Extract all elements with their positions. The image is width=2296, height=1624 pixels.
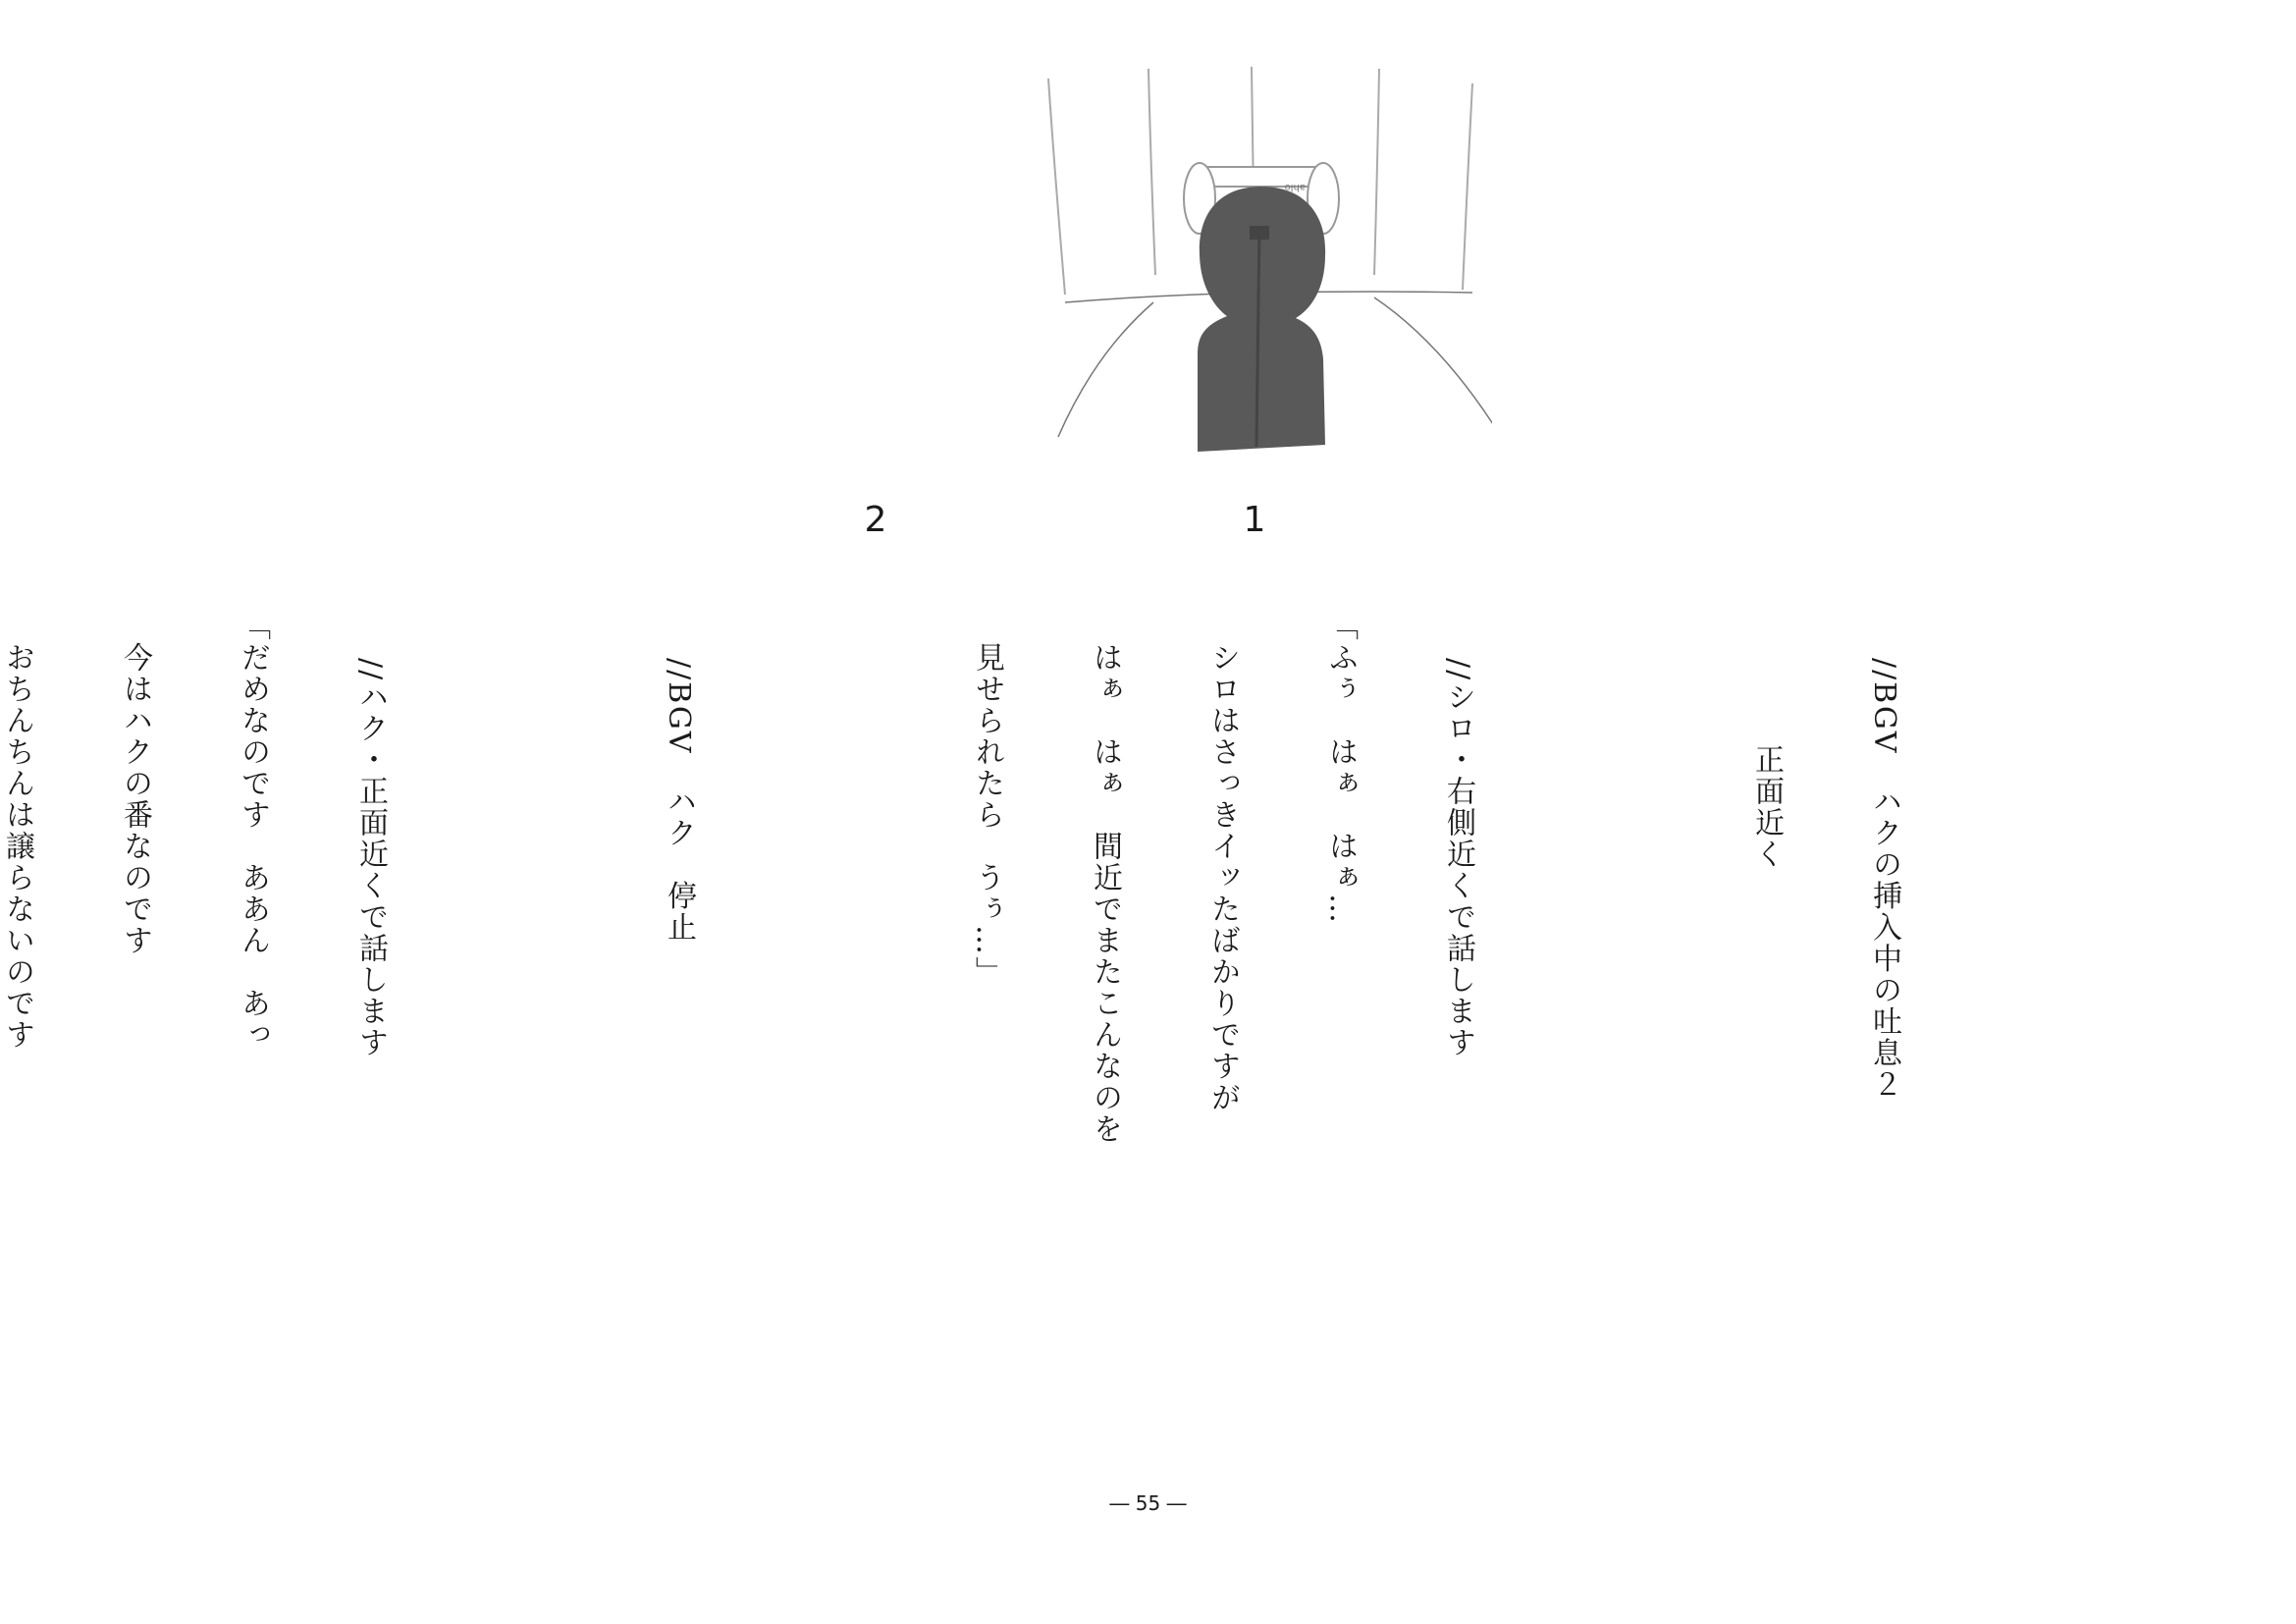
block-heading: //BGV ハク 停止 <box>662 658 696 944</box>
script-block-bgv-stop <box>580 599 776 1208</box>
block-heading: //シロ・右側近くで話します <box>1441 658 1475 1059</box>
block-line: 「ふぅ はぁ はぁ… <box>1323 611 1358 925</box>
block-line: 「だめなのです ああん あっ <box>236 611 270 1051</box>
panel-number-1: 1 <box>1243 500 1266 540</box>
block-heading: //BGV ハクの挿入中の吐息２ <box>1867 658 1901 1101</box>
script-block-bgv-breath <box>1668 599 1982 1208</box>
block-line: 見せられたら うぅ…」 <box>970 642 1004 988</box>
panel-number-2: 2 <box>864 500 887 540</box>
illustration <box>1041 59 1492 461</box>
page-number: ― 55 ― <box>1109 1491 1187 1515</box>
vertical-script <box>0 599 2060 1208</box>
block-line: 正面近く <box>1749 744 1784 870</box>
block-line: シロはさっきイッたばかりですが <box>1205 642 1240 1113</box>
block-heading: //ハク・正面近くで話します <box>353 658 388 1059</box>
script-block-haku-1 <box>0 599 468 1208</box>
block-line: おちんちんは譲らないのです <box>0 642 34 1051</box>
block-line: 今はハクの番なのです <box>118 642 152 956</box>
script-block-shiro <box>888 599 1556 1208</box>
headset-mic <box>1250 226 1269 240</box>
headset-label: ahlo <box>1284 182 1306 192</box>
block-line: はぁ はぁ 間近でまたこんなのを <box>1088 642 1122 1145</box>
